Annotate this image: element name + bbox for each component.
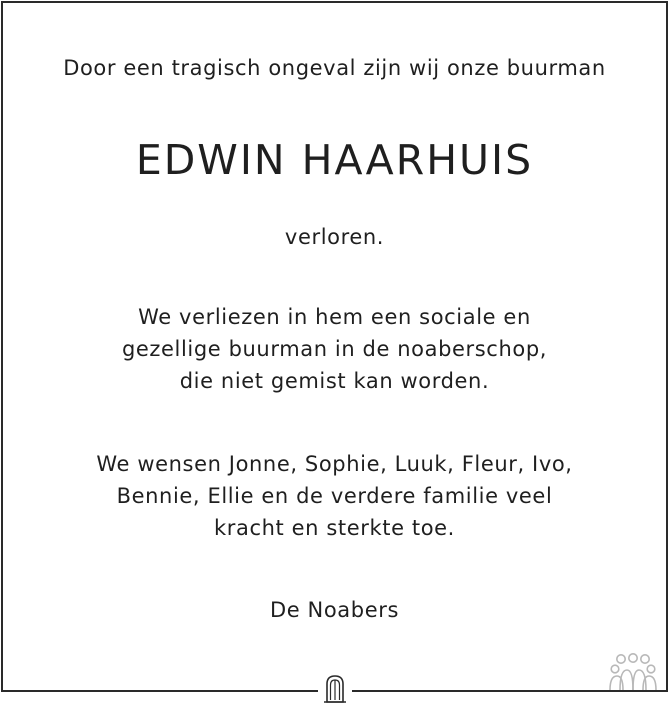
- paragraph-condolence: [0, 448, 669, 544]
- bottom-rule-left: [1, 690, 318, 692]
- paragraph-tribute: [0, 301, 669, 397]
- people-group-icon: [607, 652, 659, 692]
- paragraph-line: Bennie, Ellie en de verdere familie veel: [116, 484, 553, 508]
- tombstone-emblem-icon: [318, 672, 352, 706]
- signature: De Noabers: [269, 598, 400, 622]
- paragraph-line: We verliezen in hem een sociale en: [138, 305, 531, 329]
- paragraph-line: die niet gemist kan worden.: [179, 369, 490, 393]
- deceased-name: EDWIN HAARHUIS: [135, 136, 534, 184]
- paragraph-line: kracht en sterkte toe.: [214, 516, 455, 540]
- lost-text: verloren.: [284, 225, 385, 249]
- intro-text: Door een tragisch ongeval zijn wij onze buurman: [63, 56, 606, 80]
- paragraph-line: We wensen Jonne, Sophie, Luuk, Fleur, Ivo,: [96, 452, 573, 476]
- paragraph-line: gezellige buurman in de noaberschop,: [121, 337, 548, 361]
